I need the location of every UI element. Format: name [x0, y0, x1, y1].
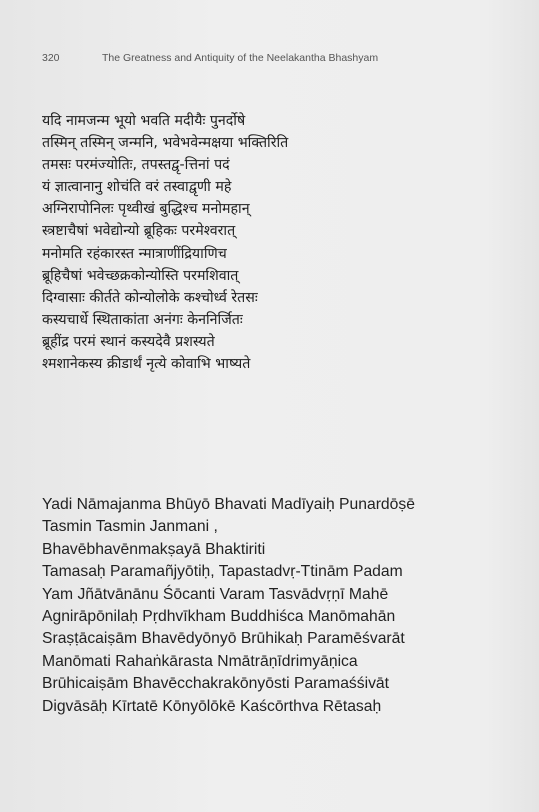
transliteration-line: Digvāsāḥ Kīrtatē Kōnyōlōkē Kaścōrthva Rētasaḥ — [42, 697, 382, 715]
running-title: The Greatness and Antiquity of the Neelakantha Bhashyam — [102, 52, 379, 64]
transliteration-block — [42, 494, 532, 718]
sanskrit-verse-block — [42, 110, 522, 375]
sanskrit-line: स्त्रष्टाचैषां भवेद्योन्यो ब्रूहिकः परमेश्वरात् — [42, 223, 236, 240]
sanskrit-line: मनोमति रहंकारस्त न्मात्राणींद्रियाणिच — [42, 245, 227, 262]
sanskrit-line: कस्यचार्धे स्थिताकांता अनंगः केननिर्जितः — [42, 311, 243, 328]
transliteration-line: Bhavēbhavēnmakṣayā Bhaktiriti — [42, 540, 266, 558]
transliteration-line: Tamasaḥ Paramañjyōtiḥ, Tapastadvṛ-Ttinām Padam — [42, 563, 403, 581]
transliteration-line: Yadi Nāmajanma Bhūyō Bhavati Madīyaiḥ Punardōṣē — [42, 496, 415, 513]
transliteration-line: Sraṣṭācaiṣām Bhavēdyōnyō Brūhikaḥ Paramēśvarāt — [42, 630, 405, 648]
transliteration-line: Manōmati Rahaṅkārasta Nmātrāṇīdrimyāṇica — [42, 652, 358, 670]
transliteration-line: Brūhicaiṣām Bhavēcchakrakōnyōsti Paramaśśivāt — [42, 675, 390, 693]
sanskrit-line: यं ज्ञात्वानानु शोचंति वरं तस्वाद्वृणी महे — [42, 179, 232, 196]
transliteration-line: Yam Jñātvānānu Śōcanti Varam Tasvādvṛṇī Mahē — [42, 585, 389, 603]
page-number: 320 — [42, 52, 60, 64]
running-header — [42, 52, 519, 64]
sanskrit-line: ब्रूहिचैषां भवेच्छक्रकोन्योस्ति परमशिवात् — [42, 267, 239, 284]
sanskrit-line: दिग्वासाः कीर्तते कोन्योलोके कश्चोर्ध्व रेतसः — [42, 289, 258, 306]
sanskrit-line: श्मशानेकस्य क्रीडार्थं नृत्ये कोवाभि भाष्यते — [42, 356, 251, 373]
sanskrit-line: यदि नामजन्म भूयो भवति मदीयैः पुनर्दोषे — [42, 113, 246, 129]
sanskrit-line: अग्निरापोनिलः पृथ्वीखं बुद्धिश्च मनोमहान् — [42, 201, 250, 218]
transliteration-line: Agnirāpōnilaḥ Pṛdhvīkham Buddhiśca Manōmahān — [42, 608, 396, 626]
transliteration-line: Tasmin Tasmin Janmani , — [42, 518, 218, 536]
sanskrit-line: ब्रूहींद्र परमं स्थानं कस्यदेवै प्रशस्यते — [42, 333, 215, 350]
sanskrit-line: तमसः परमंज्योतिः, तपस्तद्वृ-त्तिनां पदं — [42, 157, 230, 174]
sanskrit-line: तस्मिन् तस्मिन् जन्मनि, भवेभवेन्मक्षया भक्तिरिति — [42, 135, 289, 152]
